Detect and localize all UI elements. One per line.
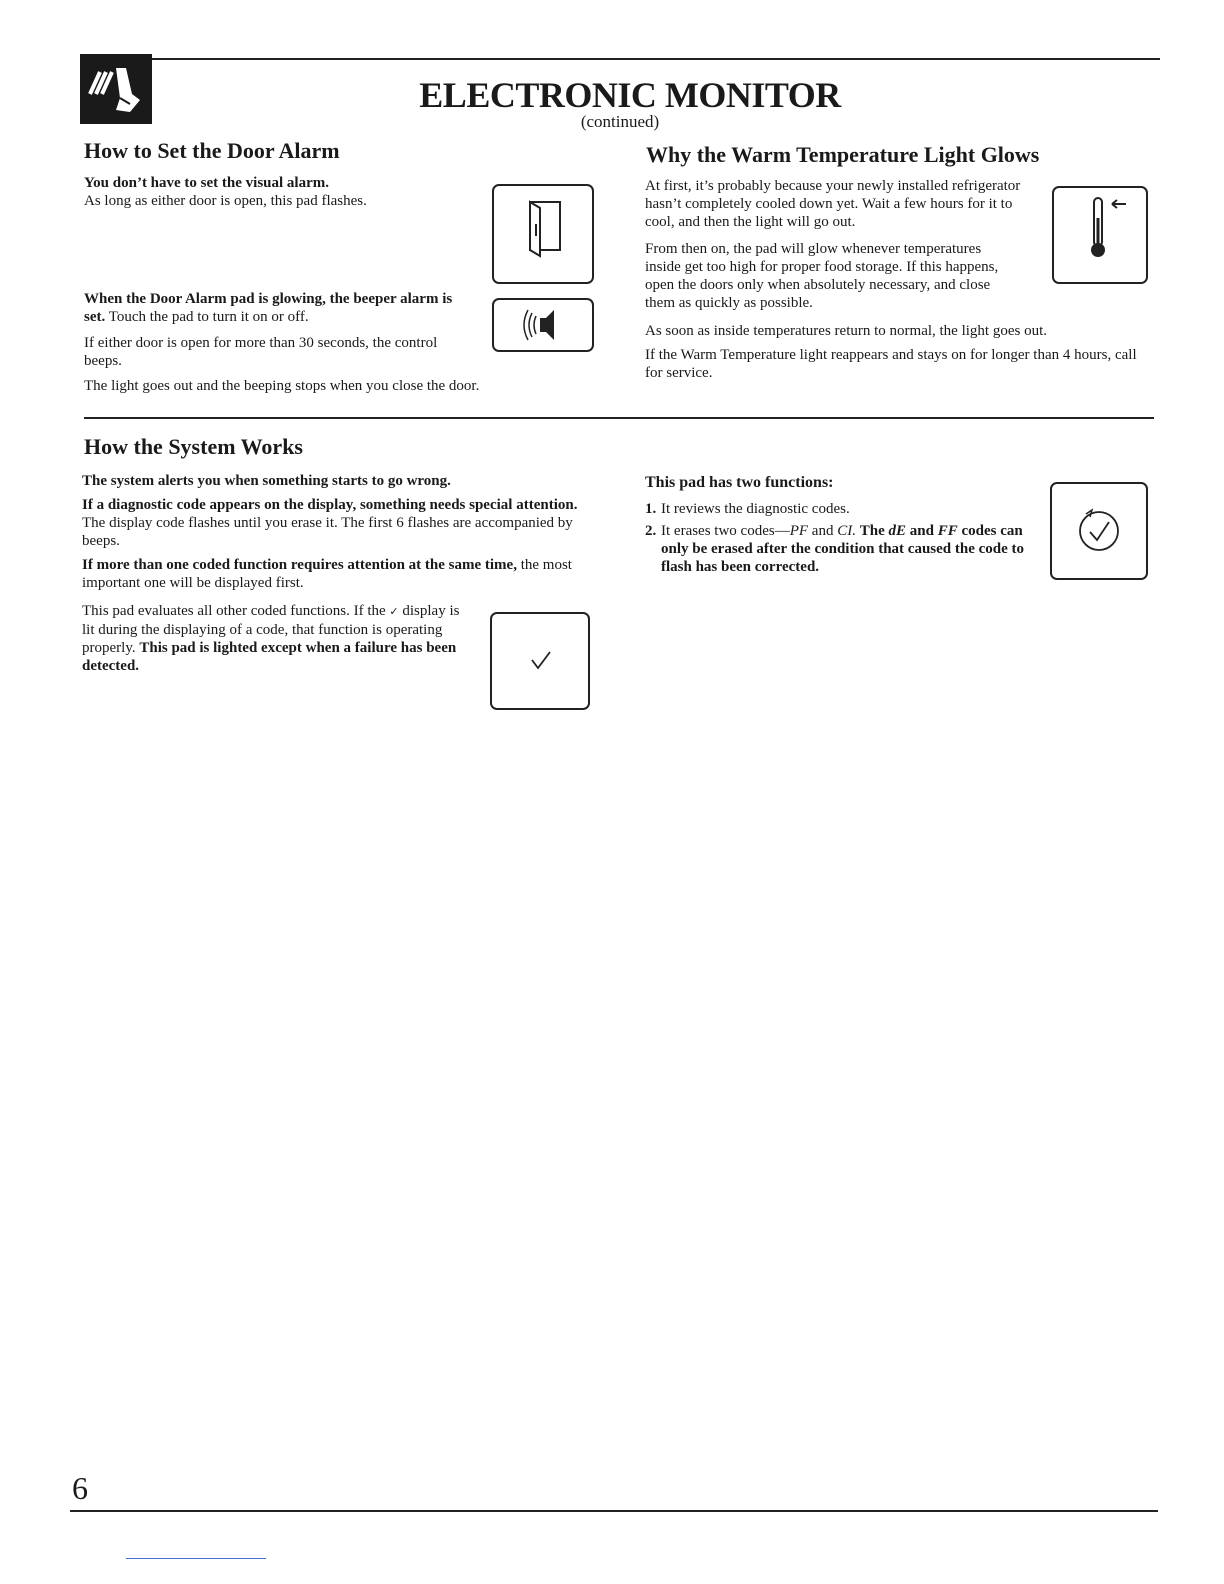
system-p3-text: the most important one will be displayed first. <box>82 557 572 591</box>
system-p4-text-b: display is lit during the displaying of a code, that function is operating properly. <box>82 603 460 656</box>
system-check-pad[interactable] <box>490 612 590 710</box>
functions-pad[interactable] <box>1050 482 1148 580</box>
list-item-and: and <box>811 523 834 539</box>
door-alarm-p1 <box>84 174 474 210</box>
warm-temp-p2: From then on, the pad will glow whenever temperatures inside get too high for proper food storage. If this happens, open the doors only when absolutely necessary, and close them as quickly as possible. <box>645 241 999 311</box>
inline-check-glyph: ✓ <box>389 606 399 618</box>
warm-temp-p4: If the Warm Temperature light reappears and stays on for longer than 4 hours, call for service. <box>645 347 1137 381</box>
warm-temp-p2-wrap <box>645 240 1075 318</box>
system-p4-bold: This pad is lighted except when a failure has been detected. <box>82 640 457 674</box>
system-p1: The system alerts you when something starts to go wrong. <box>82 473 451 489</box>
speaker-sound-icon <box>494 300 592 350</box>
system-p4-text-a: This pad evaluates all other coded functions. If the <box>82 603 386 619</box>
hand-touch-icon <box>80 54 152 124</box>
checkmark-icon <box>492 614 588 708</box>
door-alarm-p1-bold: You don’t have to set the visual alarm. <box>84 175 330 191</box>
system-p3 <box>82 556 597 592</box>
system-p2 <box>82 496 597 550</box>
system-p2-bold: If a diagnostic code appears on the display, something needs special attention. <box>82 497 578 513</box>
door-alarm-heading: How to Set the Door Alarm <box>84 138 340 163</box>
system-p4 <box>82 602 467 675</box>
page-title: ELECTRONIC MONITOR <box>419 75 841 115</box>
circular-check-icon <box>1052 484 1146 578</box>
functions-heading: This pad has two functions: <box>645 474 834 491</box>
section-divider <box>84 417 1154 419</box>
door-alarm-beeper-pad[interactable] <box>492 298 594 352</box>
list-item-text: It reviews the diagnostic codes. <box>661 501 850 517</box>
list-item-bold-and: and <box>909 523 934 539</box>
list-item-bold-b: codes can only be erased after the condition that caused the code to flash has been corrected. <box>661 523 1025 575</box>
system-p2-text: The display code flashes until you erase it. The first 6 flashes are accompanied by beeps. <box>82 515 573 549</box>
code-ci: CI. <box>837 523 856 539</box>
page-number: 6 <box>72 1470 88 1506</box>
functions-list <box>645 500 1045 576</box>
list-item <box>645 522 1045 576</box>
list-item-text: It erases two codes— <box>661 523 790 539</box>
warm-temp-p1: At first, it’s probably because your newly installed refrigerator hasn’t completely cooled down yet. Wait a few hours for it to cool, and then the light will go out. <box>645 178 1021 230</box>
door-alarm-p2 <box>84 290 474 326</box>
code-de: dE <box>888 523 906 539</box>
top-rule <box>152 58 1160 60</box>
code-ff: FF <box>937 523 958 539</box>
page-subtitle: (continued) <box>580 112 660 131</box>
code-pf: PF <box>789 523 809 539</box>
door-alarm-p4: The light goes out and the beeping stops when you close the door. <box>84 378 480 394</box>
list-item-number: 2. <box>645 523 657 539</box>
footer-link-line <box>126 1558 266 1559</box>
list-item-bold-a: The <box>859 523 885 539</box>
door-alarm-p2-text: Touch the pad to turn it on or off. <box>108 309 309 325</box>
door-alarm-pad[interactable] <box>492 184 594 284</box>
warm-temp-p3: As soon as inside temperatures return to normal, the light goes out. <box>645 323 1048 339</box>
system-heading: How the System Works <box>84 434 303 459</box>
functions-block <box>645 474 1045 580</box>
door-alarm-p1-text: As long as either door is open, this pad flashes. <box>84 193 367 209</box>
list-item-number: 1. <box>645 501 657 517</box>
bottom-rule <box>70 1510 1158 1512</box>
system-p3-bold: If more than one coded function requires attention at the same time, <box>82 557 517 573</box>
door-alarm-p3: If either door is open for more than 30 seconds, the control beeps. <box>84 335 438 369</box>
system-body <box>82 472 597 598</box>
warm-temp-body <box>645 177 1045 237</box>
warm-temp-heading: Why the Warm Temperature Light Glows <box>646 142 1040 167</box>
open-door-icon <box>494 186 592 282</box>
door-alarm-p2-bold: When the Door Alarm pad is glowing, the beeper alarm is set. <box>84 291 453 325</box>
list-item <box>645 500 1045 518</box>
